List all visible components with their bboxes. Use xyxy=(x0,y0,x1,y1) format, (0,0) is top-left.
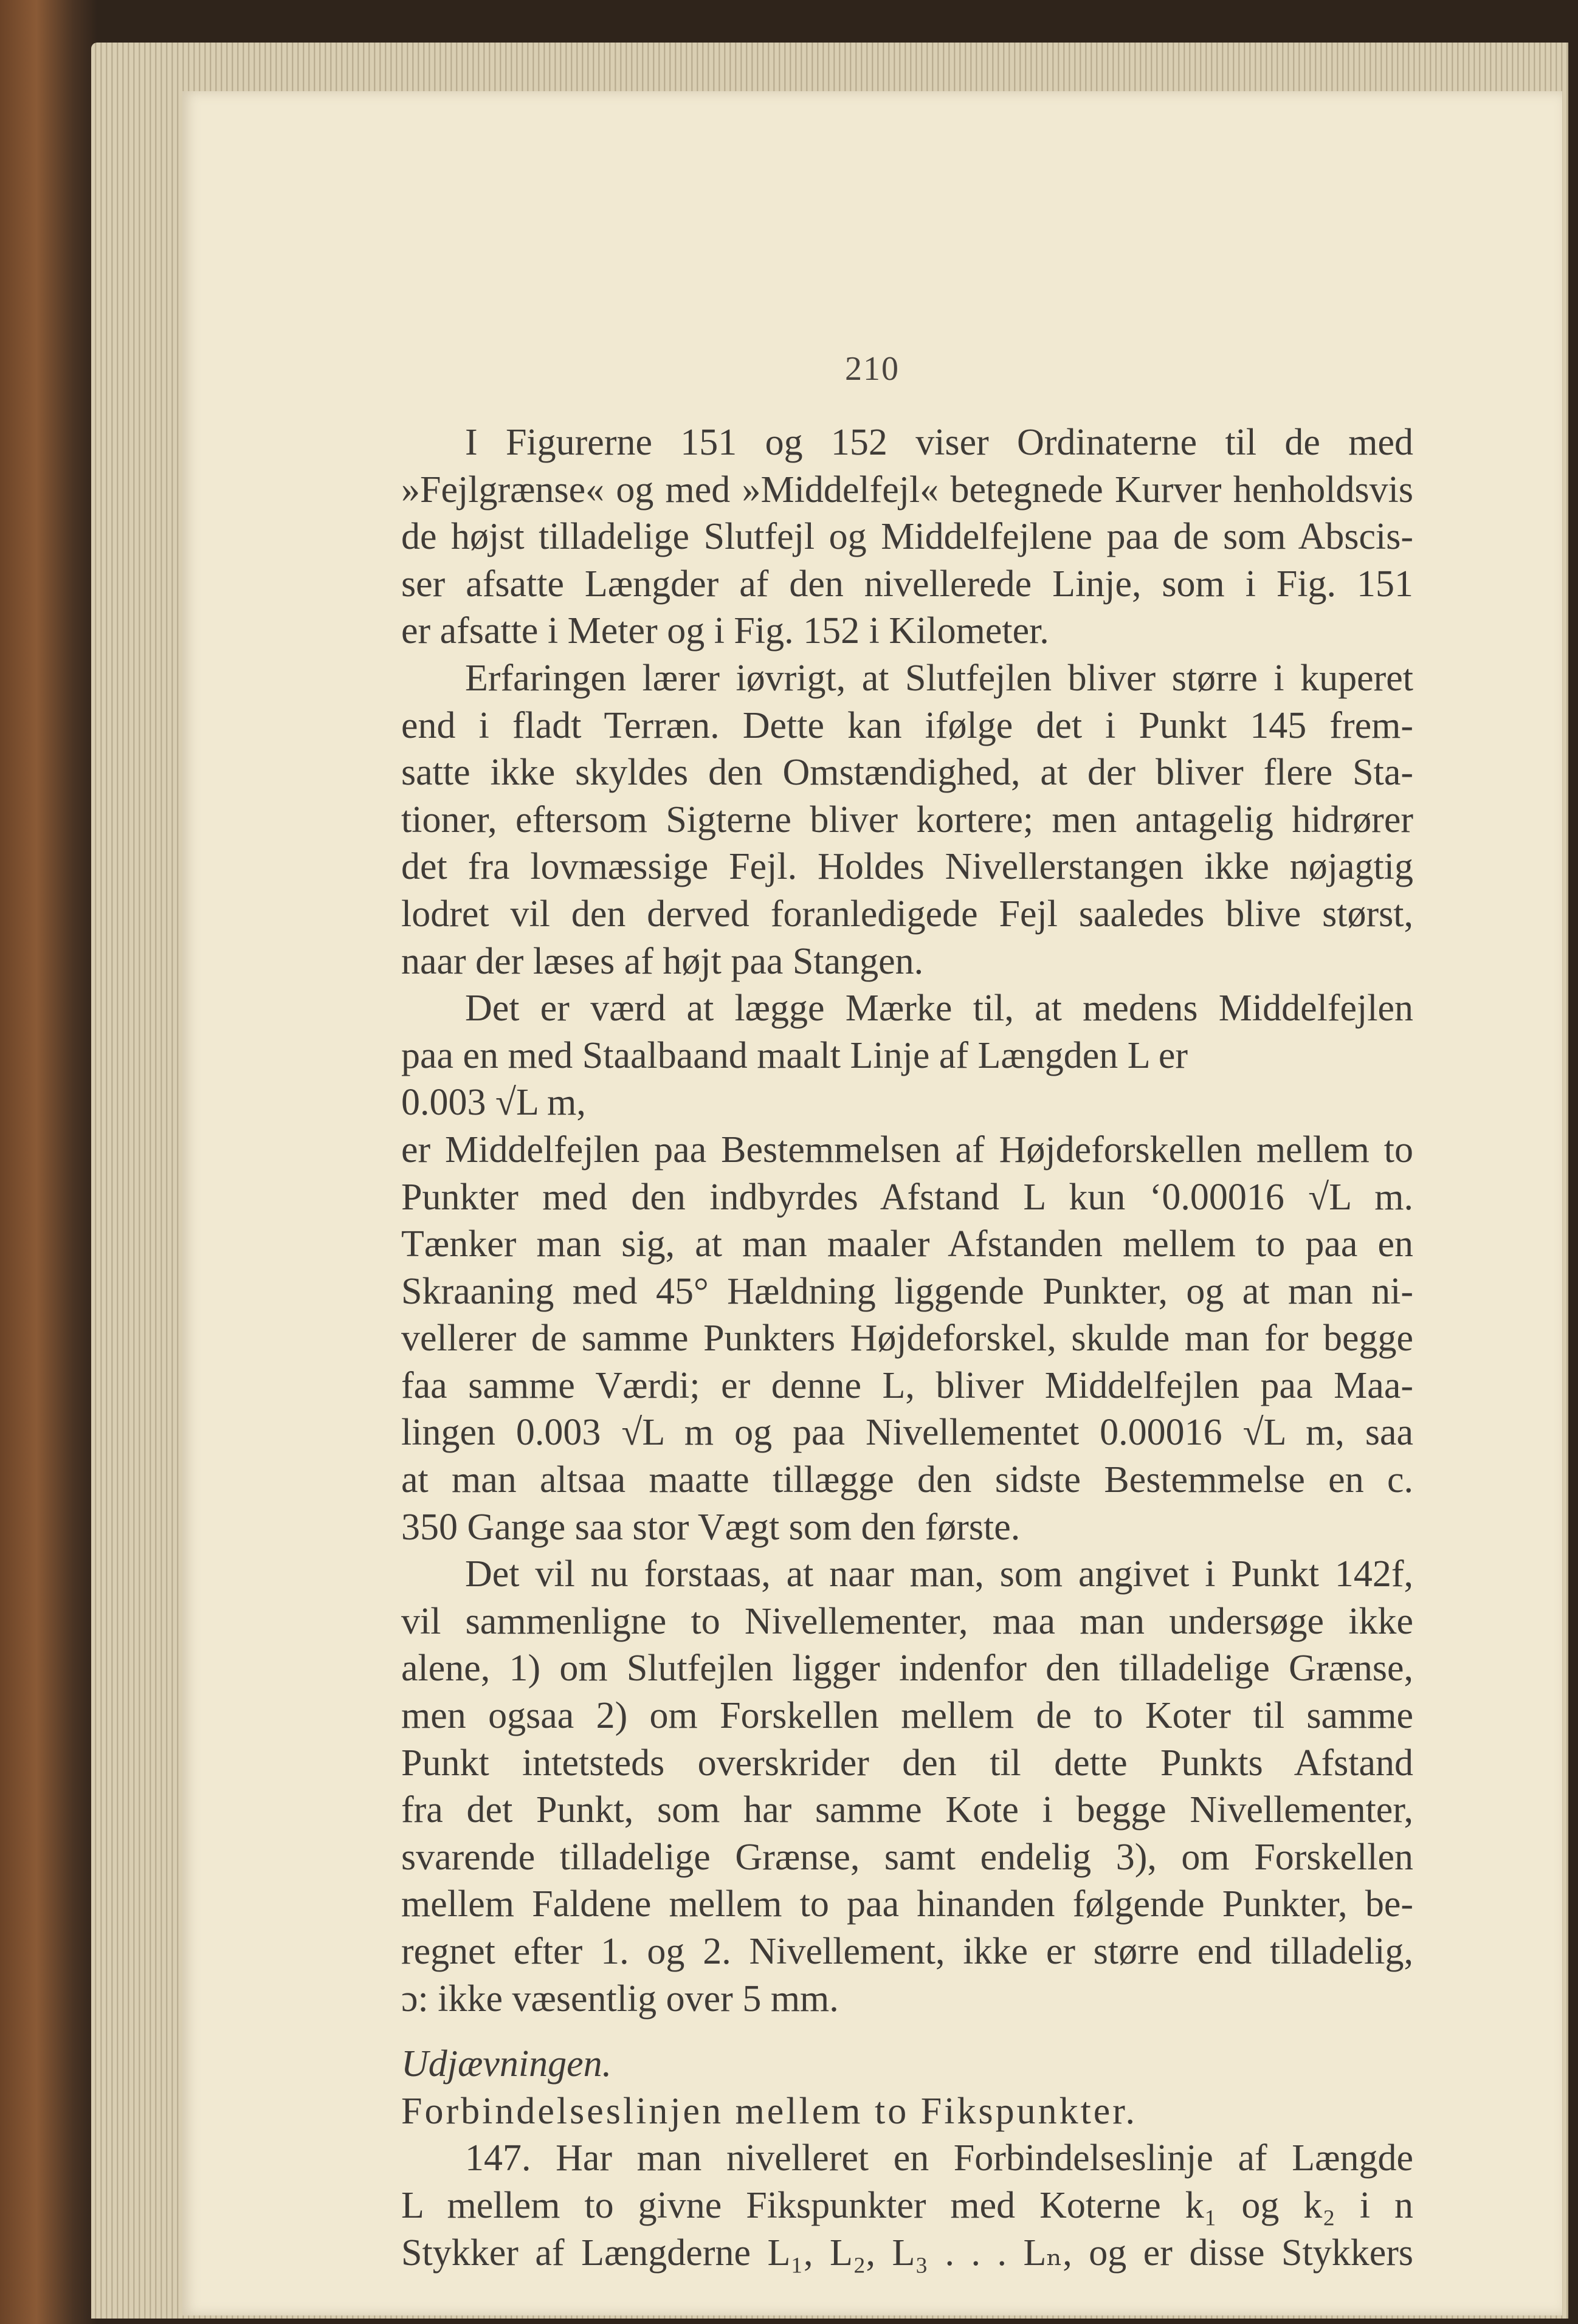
formula: 0.003 √L m, xyxy=(401,1082,586,1124)
text-line: ɔ: ikke væsentlig over 5 mm. xyxy=(401,1978,839,2020)
section-heading: Udjævningen. xyxy=(401,2043,612,2085)
text-line: Erfaringen lærer iøvrigt, at Slutfejlen bliver større i kuperet xyxy=(465,657,1413,699)
text-line: lingen 0.003 √L m og paa Nivellementet 0.00016 √L m, saa xyxy=(401,1412,1413,1454)
text-line: det fra lovmæssige Fejl. Holdes Nivellerstangen ikke nøjagtig xyxy=(401,846,1413,888)
text-line: fra det Punkt, som har samme Kote i begge Nivellementer, xyxy=(401,1789,1413,1831)
text-line: »Fejlgrænse« og med »Middelfejl« betegnede Kurver henholdsvis xyxy=(401,469,1413,511)
text-line: Punkter med den indbyrdes Afstand L kun ‘0.00016 √L m. xyxy=(401,1176,1413,1218)
spacer xyxy=(401,2023,1413,2041)
text-line: 147. Har man nivelleret en Forbindelseslinje af Længde xyxy=(465,2137,1413,2179)
text-line: tioner, eftersom Sigterne bliver kortere; men antagelig hidrører xyxy=(401,799,1413,841)
text-line: end i fladt Terræn. Dette kan ifølge det i Punkt 145 frem- xyxy=(401,704,1413,746)
text-line: men ogsaa 2) om Forskellen mellem de to Koter til samme xyxy=(401,1695,1413,1737)
text-line: paa en med Staalbaand maalt Linje af Længden L er xyxy=(401,1034,1188,1076)
subsection-heading: Forbindelseslinjen mellem to Fikspunkter. xyxy=(401,2090,1138,2132)
text-line: ser afsatte Længder af den nivellerede Linje, som i Fig. 151 xyxy=(401,563,1413,605)
text-line: vil sammenligne to Nivellementer, maa man undersøge ikke xyxy=(401,1600,1413,1642)
text-line: at man altsaa maatte tillægge den sidste Bestemmelse en c. xyxy=(401,1459,1413,1501)
text-line: er Middelfejlen paa Bestemmelsen af Højdeforskellen mellem to xyxy=(401,1129,1413,1171)
text-line: mellem Faldene mellem to paa hinanden følgende Punkter, be- xyxy=(401,1883,1413,1925)
text-line: regnet efter 1. og 2. Nivellement, ikke er større end tilladelig, xyxy=(401,1931,1413,1972)
text-line: Skraaning med 45° Hældning liggende Punkter, og at man ni- xyxy=(401,1270,1413,1312)
text-line: satte ikke skyldes den Omstændighed, at der bliver flere Sta- xyxy=(401,752,1413,794)
text-line: Punkt intetsteds overskrider den til dette Punkts Afstand xyxy=(401,1742,1413,1784)
text-line: svarende tilladelige Grænse, samt endelig 3), om Forskellen xyxy=(401,1836,1413,1878)
text-line: naar der læses af højt paa Stangen. xyxy=(401,940,924,982)
text-line: 350 Gange saa stor Vægt som den første. xyxy=(401,1506,1021,1548)
text-line: Det vil nu forstaas, at naar man, som angivet i Punkt 142f, xyxy=(465,1553,1413,1595)
text-line: er afsatte i Meter og i Fig. 152 i Kilometer. xyxy=(401,610,1049,652)
body-text xyxy=(401,419,1413,2277)
text-line: alene, 1) om Slutfejlen ligger indenfor den tilladelige Grænse, xyxy=(401,1648,1413,1690)
book-page xyxy=(182,91,1562,2315)
text-line: lodret vil den derved foranledigede Fejl saaledes blive størst, xyxy=(401,893,1413,935)
text-line: I Figurerne 151 og 152 viser Ordinaterne til de med xyxy=(465,422,1413,463)
text-line: de højst tilladelige Slutfejl og Middelfejlene paa de som Abscis- xyxy=(401,516,1413,558)
text-line: Stykker af Længderne L₁, L₂, L₃ . . . Lₙ, og er disse Stykkers xyxy=(401,2232,1413,2274)
text-line: Tænker man sig, at man maaler Afstanden mellem to paa en xyxy=(401,1223,1413,1265)
text-line: faa samme Værdi; er denne L, bliver Middelfejlen paa Maa- xyxy=(401,1364,1413,1406)
text-line: Det er værd at lægge Mærke til, at medens Middelfejlen xyxy=(465,988,1413,1030)
text-line: L mellem to givne Fikspunkter med Koterne k₁ og k₂ i n xyxy=(401,2184,1413,2226)
page-number: 210 xyxy=(845,350,900,388)
text-line: vellerer de samme Punkters Højdeforskel, skulde man for begge xyxy=(401,1318,1413,1360)
